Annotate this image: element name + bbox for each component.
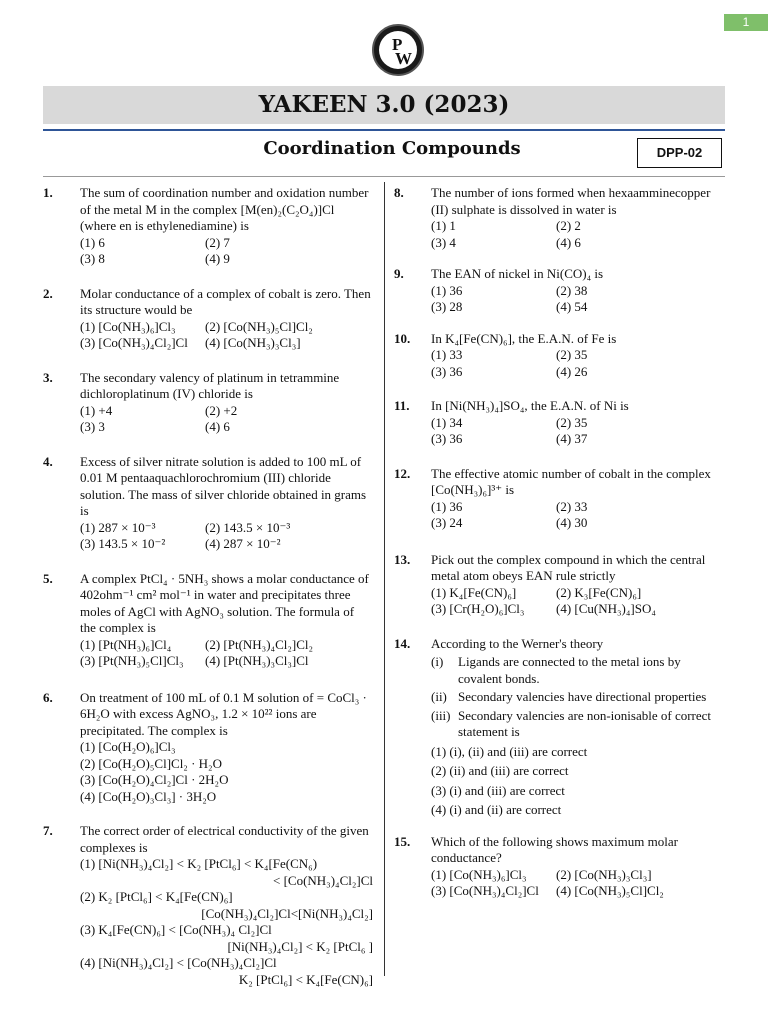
page-title: YAKEEN 3.0 (2023) bbox=[258, 91, 510, 118]
option-row bbox=[431, 283, 724, 300]
statement-text: Ligands are connected to the metal ions by covalent bonds. bbox=[458, 654, 681, 686]
option: (3) [Co(H₂O)₄Cl₂]Cl · 2H₂O bbox=[80, 772, 229, 787]
question-number: 10. bbox=[394, 330, 411, 346]
question-text: The EAN of nickel in Ni(CO)₄ is bbox=[431, 266, 604, 281]
option-row bbox=[431, 499, 724, 516]
option-row bbox=[80, 251, 373, 268]
statement-text: Secondary valencies are non-ionisable of correct statement is bbox=[458, 707, 712, 739]
question-number: 1. bbox=[43, 185, 53, 200]
option: (1) 6 bbox=[80, 234, 105, 250]
statement-text: Secondary valencies have directional properties bbox=[458, 689, 707, 704]
question-text: In K₄[Fe(CN)₆], the E.A.N. of Fe is bbox=[431, 330, 617, 346]
option-row bbox=[80, 335, 373, 352]
question-1 bbox=[43, 185, 373, 268]
question-text: The correct order of electrical conductivity of the given complexes is bbox=[80, 823, 369, 855]
option-row bbox=[80, 637, 373, 654]
option: (1) 34 bbox=[431, 414, 463, 430]
dpp-badge: DPP-02 bbox=[637, 138, 722, 168]
question-number: 6. bbox=[43, 689, 53, 705]
question-text: The effective atomic number of cobalt in the complex [Co(NH₃)₆]³⁺ is bbox=[431, 465, 711, 497]
option: (4) 287 × 10⁻² bbox=[205, 536, 281, 551]
option: (1) 287 × 10⁻³ bbox=[80, 519, 156, 535]
option: (1) [Ni(NH₃)₄Cl₂] < K₂ [PtCl₆] < K₄[Fe(CN₆) bbox=[80, 856, 318, 871]
question-14 bbox=[394, 636, 724, 819]
option-row bbox=[431, 515, 724, 532]
option: (4) [Pt(NH₃)₃Cl₃]Cl bbox=[205, 653, 309, 668]
option: (2) K₂ [PtCl₆] < K₄[Fe(CN)₆] bbox=[80, 889, 233, 904]
option-row bbox=[80, 319, 373, 336]
statement-label: (i) bbox=[431, 654, 444, 669]
option: (3) [Co(NH₃)₄Cl₂]Cl bbox=[431, 883, 539, 898]
option: (4) [Co(H₂O)₃Cl₃] · 3H₂O bbox=[80, 788, 217, 804]
question-text: In [Ni(NH₃)₄]SO₄, the E.A.N. of Ni is bbox=[431, 398, 629, 413]
option: (2) [Co(NH₃)₅Cl]Cl₂ bbox=[205, 318, 313, 334]
title-rule bbox=[43, 129, 725, 131]
question-7 bbox=[43, 823, 373, 988]
option: (1) +4 bbox=[80, 402, 113, 418]
option-row bbox=[80, 403, 373, 420]
question-text: According to the Werner's theory bbox=[431, 635, 604, 651]
option-row bbox=[431, 867, 724, 884]
option: (2) 35 bbox=[556, 414, 588, 430]
pw-logo: P W bbox=[372, 24, 424, 76]
question-number: 8. bbox=[394, 185, 404, 200]
question-number: 11. bbox=[394, 398, 410, 413]
question-10 bbox=[394, 331, 724, 381]
question-text: The sum of coordination number and oxidation number of the metal M in the complex [M(en)₂(C₂O₄)]Cl (where en is ethylenediamine) is bbox=[80, 185, 369, 233]
question-number: 12. bbox=[394, 465, 411, 481]
option-continuation: K₂ [PtCl₆] < K₄[Fe(CN)₆] bbox=[238, 971, 373, 987]
statement-label: (ii) bbox=[431, 689, 447, 704]
option-continuation: [Co(NH₃)₄Cl₂]Cl<[Ni(NH₃)₄Cl₂] bbox=[201, 905, 373, 921]
option-row bbox=[80, 419, 373, 436]
question-number: 4. bbox=[43, 453, 53, 469]
option: (2) +2 bbox=[205, 402, 238, 418]
option: (2) 35 bbox=[556, 347, 588, 362]
option: (4) [Co(NH₃)₃Cl₃] bbox=[205, 335, 301, 350]
option: (3) 28 bbox=[431, 299, 463, 314]
option-row bbox=[431, 585, 724, 602]
option: (3) 143.5 × 10⁻² bbox=[80, 536, 166, 551]
option: (3) [Co(NH₃)₄Cl₂]Cl bbox=[80, 335, 188, 350]
statement bbox=[431, 689, 724, 706]
option-row bbox=[431, 431, 724, 448]
column-divider bbox=[384, 182, 385, 976]
question-number: 7. bbox=[43, 823, 53, 838]
question-number: 15. bbox=[394, 833, 411, 849]
statement bbox=[431, 654, 724, 687]
question-number: 13. bbox=[394, 551, 411, 567]
question-text: Molar conductance of a complex of cobalt is zero. Then its structure would be bbox=[80, 285, 371, 317]
option: (2) 143.5 × 10⁻³ bbox=[205, 519, 291, 535]
option-row bbox=[431, 364, 724, 381]
statement bbox=[431, 708, 724, 741]
option: (4) 37 bbox=[556, 431, 588, 446]
option: (3) [Pt(NH₃)₅Cl]Cl₃ bbox=[80, 653, 184, 668]
title-band bbox=[43, 86, 725, 124]
header-divider bbox=[43, 176, 725, 177]
option: (1) 36 bbox=[431, 498, 463, 514]
option: (2) K₃[Fe(CN)₆] bbox=[556, 584, 642, 600]
statement-label: (iii) bbox=[431, 707, 451, 723]
option: (2) 33 bbox=[556, 498, 588, 514]
option: (3) 24 bbox=[431, 515, 463, 530]
option: (4) (i) and (ii) are correct bbox=[431, 802, 562, 817]
question-9 bbox=[394, 266, 724, 316]
option: (1) [Co(H₂O)₆]Cl₃ bbox=[80, 739, 176, 754]
option: (4) [Cu(NH₃)₄]SO₄ bbox=[556, 601, 656, 616]
option: (3) 36 bbox=[431, 431, 463, 446]
question-text: Pick out the complex compound in which the central metal atom obeys EAN rule strictly bbox=[431, 551, 706, 583]
question-11 bbox=[394, 398, 724, 448]
option: (2) (ii) and (iii) are correct bbox=[431, 763, 569, 778]
option: (2) 38 bbox=[556, 282, 588, 298]
question-number: 3. bbox=[43, 369, 53, 385]
question-text: Excess of silver nitrate solution is added to 100 mL of 0.01 M pentaaquachlorochromium (III) chloride solution. The mass of silver chloride obtained in grams is bbox=[80, 453, 367, 518]
option-continuation: < [Co(NH₃)₄Cl₂]Cl bbox=[272, 872, 373, 888]
question-12 bbox=[394, 466, 724, 532]
question-text: On treatment of 100 mL of 0.1 M solution of = CoCl₃ · 6H₂O with excess AgNO₃, 1.2 × 10²² ions are precipitated. The complex is bbox=[80, 689, 367, 738]
option-row bbox=[431, 601, 724, 618]
option: (3) [Cr(H₂O)₆]Cl₃ bbox=[431, 601, 525, 616]
option: (1) 33 bbox=[431, 347, 463, 362]
option: (4) 6 bbox=[205, 419, 230, 434]
option: (3) 4 bbox=[431, 234, 456, 250]
option: (3) 8 bbox=[80, 251, 105, 266]
option: (4) [Ni(NH₃)₄Cl₂] < [Co(NH₃)₄Cl₂]Cl bbox=[80, 955, 277, 970]
question-13 bbox=[394, 552, 724, 618]
question-6 bbox=[43, 690, 373, 806]
option: (1) 1 bbox=[431, 218, 456, 233]
option: (4) 26 bbox=[556, 363, 588, 379]
option-row bbox=[431, 415, 724, 432]
option-row bbox=[431, 235, 724, 252]
option: (4) 30 bbox=[556, 515, 588, 530]
option-row bbox=[431, 218, 724, 235]
question-text: The secondary valency of platinum in tetrammine dichloroplatinum (IV) chloride is bbox=[80, 369, 340, 401]
question-number: 14. bbox=[394, 635, 411, 651]
option: (3) (i) and (iii) are correct bbox=[431, 782, 565, 798]
option: (2) 7 bbox=[205, 234, 230, 250]
question-text: Which of the following shows maximum molar conductance? bbox=[431, 833, 678, 865]
option-row bbox=[80, 520, 373, 537]
option: (4) 9 bbox=[205, 251, 230, 266]
option: (4) [Co(NH₃)₅Cl]Cl₂ bbox=[556, 883, 664, 898]
option: (1) [Co(NH₃)₆]Cl₃ bbox=[431, 866, 527, 882]
question-4 bbox=[43, 454, 373, 553]
question-3 bbox=[43, 370, 373, 436]
option: (2) [Co(NH₃)₃Cl₃] bbox=[556, 866, 652, 882]
option: (1) (i), (ii) and (iii) are correct bbox=[431, 743, 588, 759]
option: (1) 36 bbox=[431, 282, 463, 298]
option-row bbox=[80, 653, 373, 670]
left-column bbox=[43, 185, 373, 1002]
chapter-title: Coordination Compounds bbox=[263, 138, 521, 159]
option: (3) 36 bbox=[431, 363, 463, 379]
option: (3) 3 bbox=[80, 419, 105, 434]
option-row bbox=[431, 347, 724, 364]
option-row bbox=[80, 536, 373, 553]
question-8 bbox=[394, 185, 724, 251]
question-text: A complex PtCl₄ · 5NH₃ shows a molar conductance of 402ohm⁻¹ cm² mol⁻¹ in water and precipitates three moles of AgCl with AgNO₃ solution. The formula of the complex is bbox=[80, 570, 369, 635]
question-15 bbox=[394, 834, 724, 900]
option-row bbox=[80, 235, 373, 252]
page-number: 1 bbox=[724, 14, 768, 31]
right-column bbox=[394, 185, 724, 914]
option: (3) K₄[Fe(CN)₆] < [Co(NH₃)₄ Cl₂]Cl bbox=[80, 922, 272, 937]
question-text: The number of ions formed when hexaamminecopper (II) sulphate is dissolved in water is bbox=[431, 185, 711, 217]
option: (4) 54 bbox=[556, 299, 588, 314]
question-2 bbox=[43, 286, 373, 352]
question-number: 5. bbox=[43, 570, 53, 586]
option: (1) [Pt(NH₃)₆]Cl₄ bbox=[80, 636, 172, 652]
option: (1) K₄[Fe(CN)₆] bbox=[431, 584, 517, 600]
option-continuation: [Ni(NH₃)₄Cl₂] < K₂ [PtCl₆ ] bbox=[227, 938, 373, 954]
option: (2) [Co(H₂O)₅Cl]Cl₂ · H₂O bbox=[80, 755, 222, 771]
question-number: 9. bbox=[394, 266, 404, 281]
question-5 bbox=[43, 571, 373, 670]
question-number: 2. bbox=[43, 285, 53, 301]
option: (2) 2 bbox=[556, 218, 581, 233]
option: (2) [Pt(NH₃)₄Cl₂]Cl₂ bbox=[205, 636, 314, 652]
option-row bbox=[431, 299, 724, 316]
option-row bbox=[431, 883, 724, 900]
option: (4) 6 bbox=[556, 234, 581, 250]
option: (1) [Co(NH₃)₆]Cl₃ bbox=[80, 318, 176, 334]
